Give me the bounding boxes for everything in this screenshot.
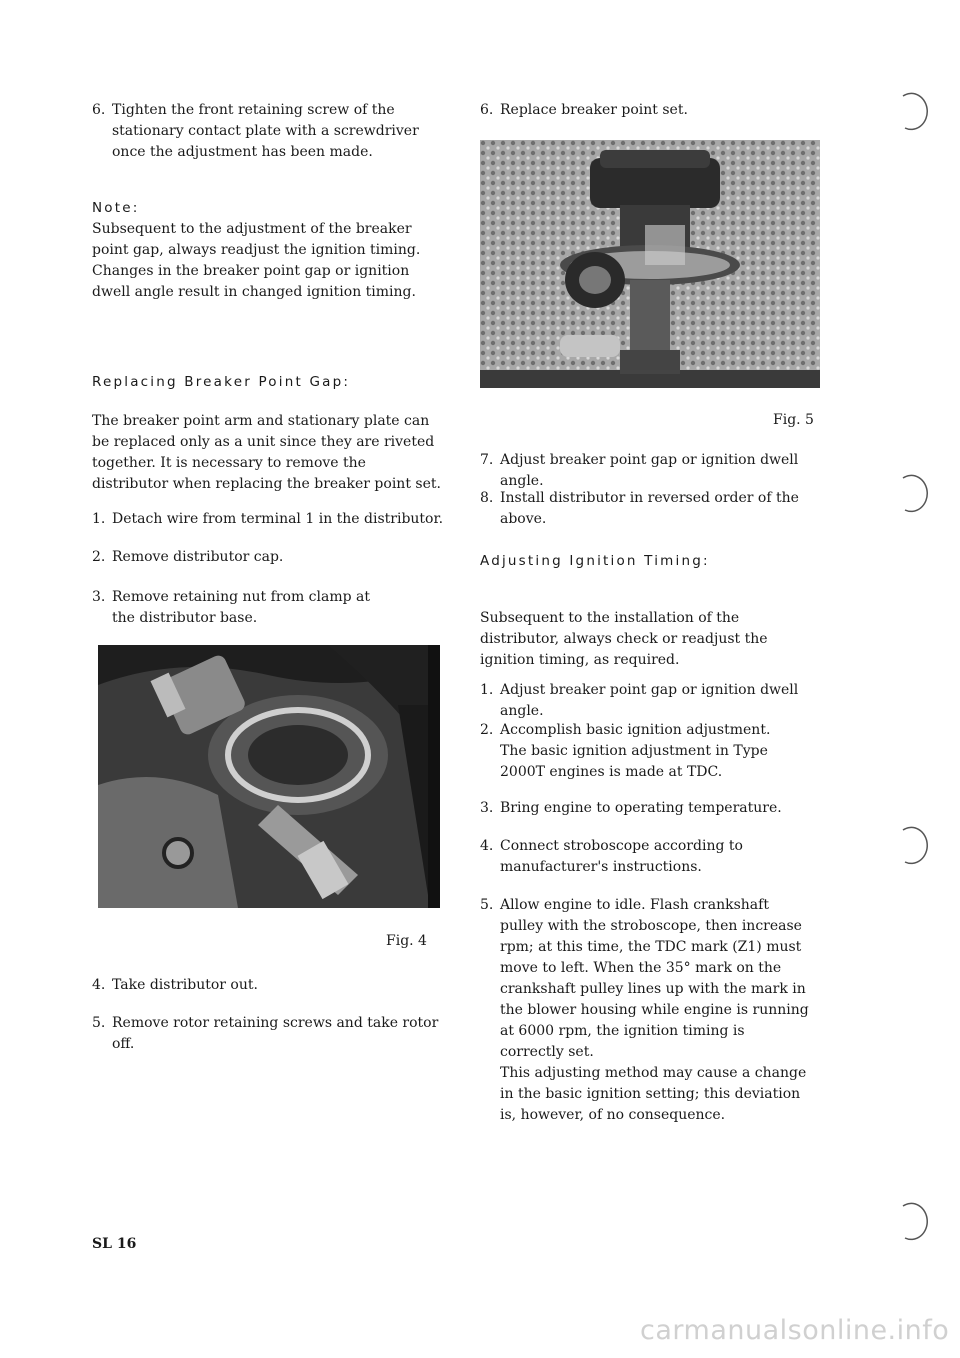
step-text: Take distributor out. [112, 977, 258, 993]
figure-5-photo [480, 140, 820, 388]
step-number: 6. [92, 102, 106, 118]
right-step-7 [480, 450, 840, 492]
step-number: 2. [480, 722, 494, 738]
left-step-2 [92, 547, 442, 568]
step-extra: The basic ignition adjustment in Type 2000T engines is made at TDC. [500, 743, 768, 780]
binder-hole-icon [893, 88, 933, 136]
step-text: Remove distributor cap. [112, 549, 284, 565]
step-text: Tighten the front retaining screw of the stationary contact plate with a screwdriver once the adjustment has been made. [112, 102, 419, 160]
timing-step-4 [480, 836, 840, 878]
step-text: Connect stroboscope according to manufacturer's instructions. [500, 838, 743, 875]
step-number: 4. [480, 838, 494, 854]
step-text: Adjust breaker point gap or ignition dwell angle. [500, 682, 799, 719]
step-number: 3. [480, 800, 494, 816]
section-heading-replacing: Replacing Breaker Point Gap: [92, 374, 351, 390]
step-number: 5. [92, 1015, 106, 1031]
step-number: 1. [92, 511, 106, 527]
watermark: carmanualsonline.info [640, 1315, 950, 1346]
binder-hole-icon [893, 470, 933, 518]
timing-step-5 [480, 895, 810, 1126]
left-step-3 [92, 587, 392, 629]
step-text: Install distributor in reversed order of the above. [500, 490, 799, 527]
timing-step-3 [480, 798, 810, 819]
note-text: Subsequent to the adjustment of the breaker point gap, always readjust the ignition timing. Changes in the breaker point gap or ignition dwell angle result in changed ignition timing. [92, 221, 421, 300]
left-step-5 [92, 1013, 462, 1055]
right-step-8 [480, 488, 840, 530]
step-number: 4. [92, 977, 106, 993]
step-text: Bring engine to operating temperature. [500, 800, 782, 816]
page-footer: SL 16 [92, 1236, 137, 1252]
left-step-1 [92, 509, 452, 530]
step-text: Allow engine to idle. Flash crankshaft pulley with the stroboscope, then increase rpm; at this time, the TDC mark (Z1) must move to left. When the 35° mark on the crankshaft pulley lines up with the mark in the blower housing while engine is running at 6000 rpm, the ignition timing is correctly set. [500, 897, 809, 1060]
binder-hole-icon [893, 822, 933, 870]
figure-4-photo [98, 645, 440, 908]
step-number: 1. [480, 682, 494, 698]
left-step-4 [92, 975, 442, 996]
step-number: 5. [480, 897, 494, 913]
timing-step-2 [480, 720, 810, 783]
step-number: 3. [92, 589, 106, 605]
step-number: 8. [480, 490, 494, 506]
step-text: Remove retaining nut from clamp at the distributor base. [112, 589, 370, 626]
figure-4-caption: Fig. 4 [386, 933, 427, 949]
left-step-6 [92, 100, 442, 163]
step-number: 6. [480, 102, 494, 118]
step-text: Detach wire from terminal 1 in the distributor. [112, 511, 444, 527]
timing-step-1 [480, 680, 840, 722]
binder-hole-icon [893, 1198, 933, 1246]
right-step-6 [480, 100, 810, 121]
step-number: 2. [92, 549, 106, 565]
replacing-intro: The breaker point arm and stationary plate can be replaced only as a unit since they are riveted together. It is necessary to remove the distributor when replacing the breaker point set. [92, 413, 441, 492]
step-number: 7. [480, 452, 494, 468]
timing-intro: Subsequent to the installation of the distributor, always check or readjust the ignition timing, as required. [480, 610, 768, 668]
figure-5-caption: Fig. 5 [773, 412, 814, 428]
step-text: Remove rotor retaining screws and take rotor off. [112, 1015, 439, 1052]
step-text: Accomplish basic ignition adjustment. [500, 722, 771, 738]
step-body [500, 895, 810, 1126]
step-body [500, 720, 810, 783]
note-title: Note: [92, 200, 140, 216]
section-heading-timing: Adjusting Ignition Timing: [480, 553, 710, 569]
step-extra: This adjusting method may cause a change in the basic ignition setting; this deviation is, however, of no consequence. [500, 1065, 807, 1123]
step-text: Adjust breaker point gap or ignition dwell angle. [500, 452, 799, 489]
step-text: Replace breaker point set. [500, 102, 688, 118]
